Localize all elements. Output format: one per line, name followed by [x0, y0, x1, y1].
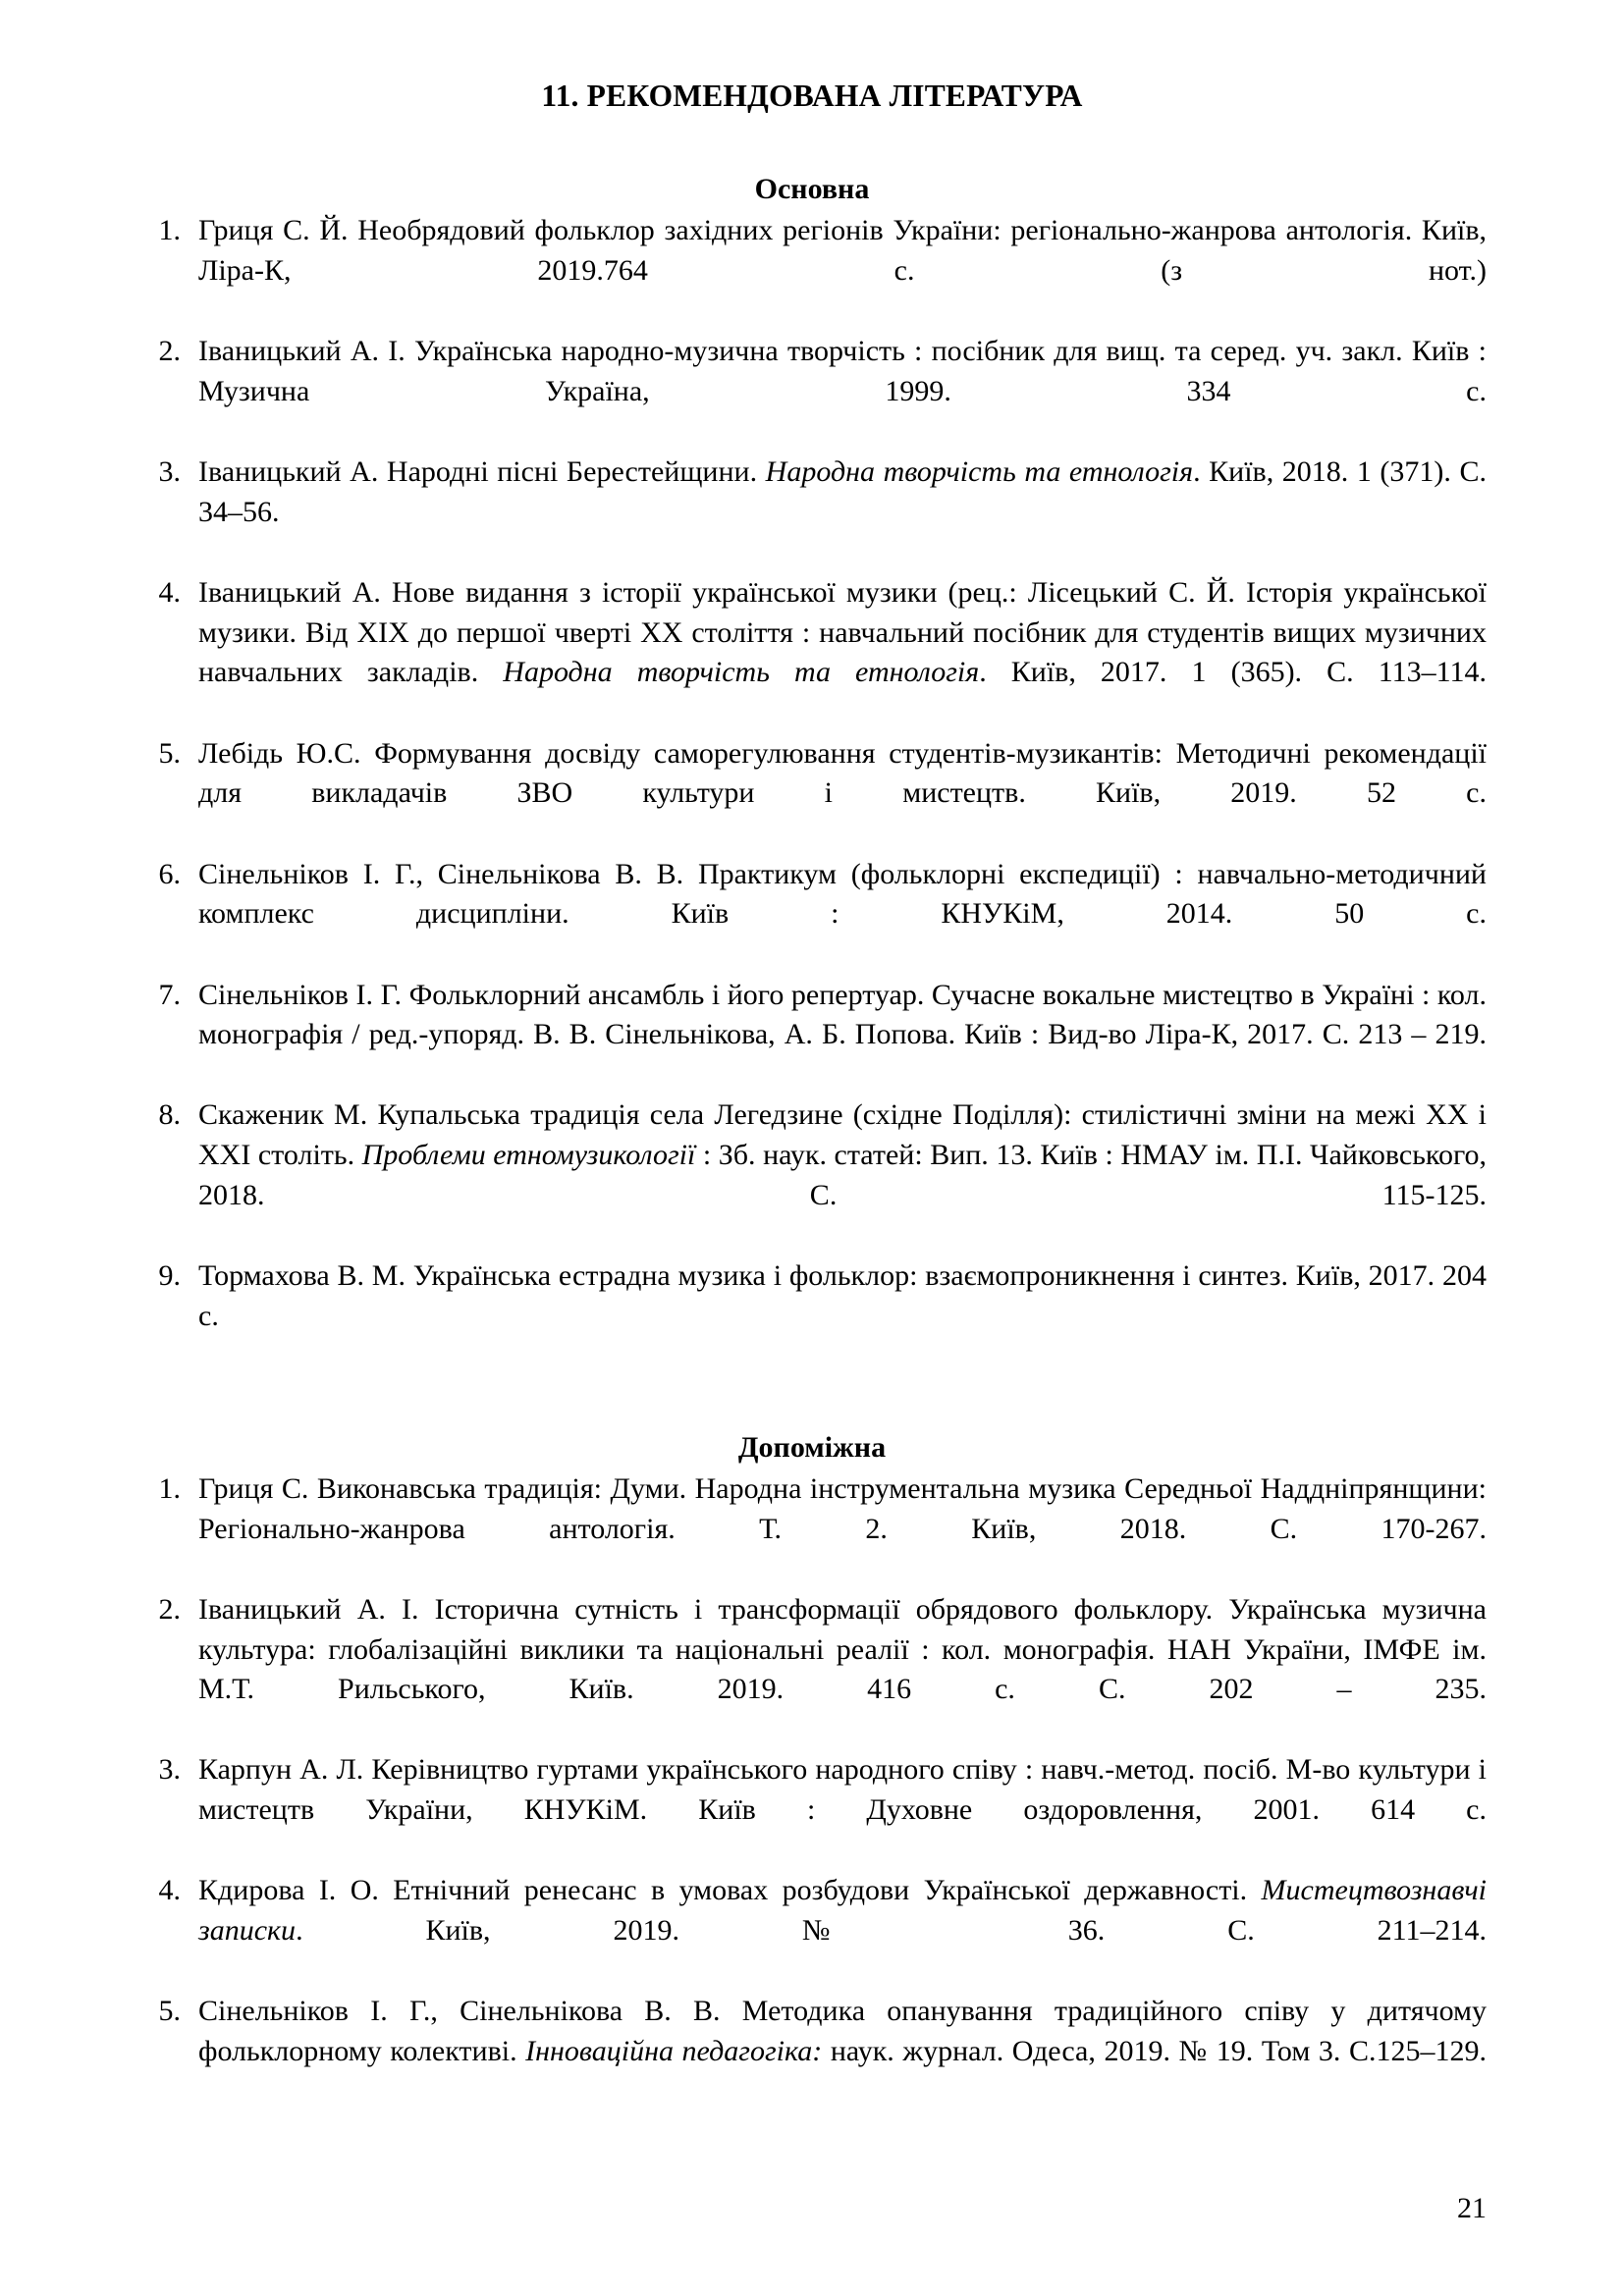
bibliography-entry: [137, 211, 1487, 331]
page-title: 11. РЕКОМЕНДОВАНА ЛІТЕРАТУРА: [541, 79, 1083, 113]
entry-text: [198, 734, 1487, 854]
entry-number: 2.: [158, 335, 181, 368]
entry-text-normal: Карпун А. Л. Керівництво гуртами українського народного співу : навч.-метод. посіб. М-во культури і мистецтв України, КНУКіМ. Київ : Духовне оздоровлення, 2001. 614 с.: [198, 1753, 1487, 1827]
entry-text-normal: Гриця С. Й. Необрядовий фольклор західних регіонів України: регіонально-жанрова антологія. Київ, Ліра-К, 2019.764 с. (з нот.): [198, 214, 1487, 288]
bibliography-entry: [137, 1256, 1487, 1376]
bibliography-entry: [137, 734, 1487, 854]
bibliography-entry: [137, 1750, 1487, 1870]
entry-text-normal: Іваницький А. Нове видання з історії української музики (рец.: Лісецький С. Й. Історія української музики. Від ХІХ до першої чверті ХХ століття : навчальний посібник для студентів вищих музичних навчальних закладів.: [198, 576, 1487, 689]
entry-text-normal: Сінельніков І. Г., Сінельнікова В. В. Практикум (фольклорні експедиції) : навчально-методичний комплекс дисципліни. Київ : КНУКіМ, 2014. 50 с.: [198, 857, 1487, 931]
entry-text: [198, 1590, 1487, 1750]
bibliography-entry: [137, 573, 1487, 733]
bibliography-entry: [137, 453, 1487, 572]
entry-text: [198, 573, 1487, 733]
entry-text: [198, 976, 1487, 1095]
entry-text-normal: Іваницький А. І. Українська народно-музична творчість : посібник для вищ. та серед. уч. закл. Київ : Музична Україна, 1999. 334 с.: [198, 335, 1487, 407]
entry-text-italic: Проблеми етномузикології: [361, 1139, 696, 1172]
bibliography-list: [137, 211, 1487, 1376]
entry-number: 1.: [158, 214, 181, 247]
entry-text-normal: Тормахова В. М. Українська естрадна музика і фольклор: взаємопроникнення і синтез. Київ, 2017. 204 с.: [198, 1259, 1487, 1332]
entry-number: 4.: [158, 1874, 181, 1907]
entry-text-normal: Іваницький А. І. Історична сутність і трансформації обрядового фольклору. Українська музична культура: глобалізаційні виклики та національні реалії : кол. монографія. НАН України, ІМФЕ ім. М.Т. Рильського, Київ. 2019. 416 с. С. 202 – 235.: [198, 1592, 1487, 1706]
entry-number: 9.: [158, 1259, 181, 1293]
entry-text-normal: . Київ, 2019. № 36. С. 211–214.: [296, 1914, 1487, 1947]
entry-text: [198, 855, 1487, 975]
entry-text-normal: Кдирова І. О. Етнічний ренесанс в умовах розбудови Української державності.: [198, 1874, 1262, 1907]
entry-number: 7.: [158, 978, 181, 1011]
bibliography-entry: [137, 1992, 1487, 2111]
entry-text: [198, 1095, 1487, 1255]
bibliography-entry: [137, 1590, 1487, 1750]
bibliography-entry: [137, 1095, 1487, 1255]
section-heading: Допоміжна: [737, 1430, 887, 1464]
entry-text: [198, 332, 1487, 452]
entry-text-italic: Народна творчість та етнологія: [503, 656, 980, 689]
entry-number: 1.: [158, 1471, 181, 1505]
entry-text-normal: наук. журнал. Одеса, 2019. № 19. Том 3. С.125–129.: [822, 2034, 1488, 2067]
sections-container: [137, 172, 1487, 2111]
entry-number: 3.: [158, 455, 181, 489]
entry-number: 8.: [158, 1098, 181, 1132]
entry-text-normal: Гриця С. Виконавська традиція: Думи. Народна інструментальна музика Середньої Наддніпрянщини: Регіонально-жанрова антологія. Т. 2. Київ, 2018. С. 170-267.: [198, 1471, 1487, 1545]
entry-text: [198, 211, 1487, 331]
entry-text: [198, 453, 1487, 572]
entry-text-normal: Скаженик М. Купальська традиція села Легедзине (східне Поділля): стилістичні зміни на межі ХХ і ХХІ століть.: [198, 1098, 1487, 1172]
bibliography-entry: [137, 1469, 1487, 1589]
entry-text: [198, 1256, 1487, 1376]
bibliography-entry: [137, 332, 1487, 452]
page-number: 21: [1457, 2192, 1487, 2224]
entry-number: 5.: [158, 1995, 181, 2028]
bibliography-entry: [137, 855, 1487, 975]
entry-text: [198, 1750, 1487, 1870]
entry-text-normal: Лебідь Ю.С. Формування досвіду саморегулювання студентів-музикантів: Методичні рекомендації для викладачів ЗВО культури і мистецтв. Київ, 2019. 52 с.: [198, 736, 1487, 810]
entry-number: 3.: [158, 1753, 181, 1787]
entry-text-italic: Народна творчість та етнологія: [765, 455, 1194, 489]
entry-text: [198, 1871, 1487, 1991]
entry-text-normal: . Київ, 2017. 1 (365). С. 113–114.: [979, 656, 1487, 689]
bibliography-list: [137, 1469, 1487, 2111]
entry-text: [198, 1469, 1487, 1589]
section-heading: Основна: [754, 173, 870, 206]
bibliography-entry: [137, 976, 1487, 1095]
entry-text-normal: Сінельніков І. Г. Фольклорний ансамбль і його репертуар. Сучасне вокальне мистецтво в Україні : кол. монографія / ред.-упоряд. В. В. Сінельнікова, А. Б. Попова. Київ : Вид-во Ліра-К, 2017. С. 213 – 219.: [198, 978, 1487, 1051]
section-spacer: [137, 1377, 1487, 1430]
entry-text-normal: : Зб. наук. статей: Вип. 13. Київ : НМАУ ім. П.І. Чайковського, 2018. С. 115-125.: [198, 1139, 1487, 1211]
entry-number: 2.: [158, 1592, 181, 1626]
entry-text-normal: Іваницький А. Народні пісні Берестейщини.: [198, 455, 766, 489]
entry-text: [198, 1992, 1487, 2111]
entry-text-italic: Інноваційна педагогіка:: [525, 2034, 823, 2067]
bibliography-entry: [137, 1871, 1487, 1991]
entry-text-italic: Мистецтвознавчі записки: [198, 1874, 1487, 1947]
entry-text-normal: . Київ, 2018. 1 (371). С. 34–56.: [198, 455, 1487, 528]
entry-number: 4.: [158, 576, 181, 610]
entry-number: 5.: [158, 736, 181, 770]
entry-number: 6.: [158, 857, 181, 890]
entry-text-normal: Сінельніков І. Г., Сінельнікова В. В. Методика опанування традиційного співу у дитячому фольклорному колективі.: [198, 1995, 1487, 2067]
